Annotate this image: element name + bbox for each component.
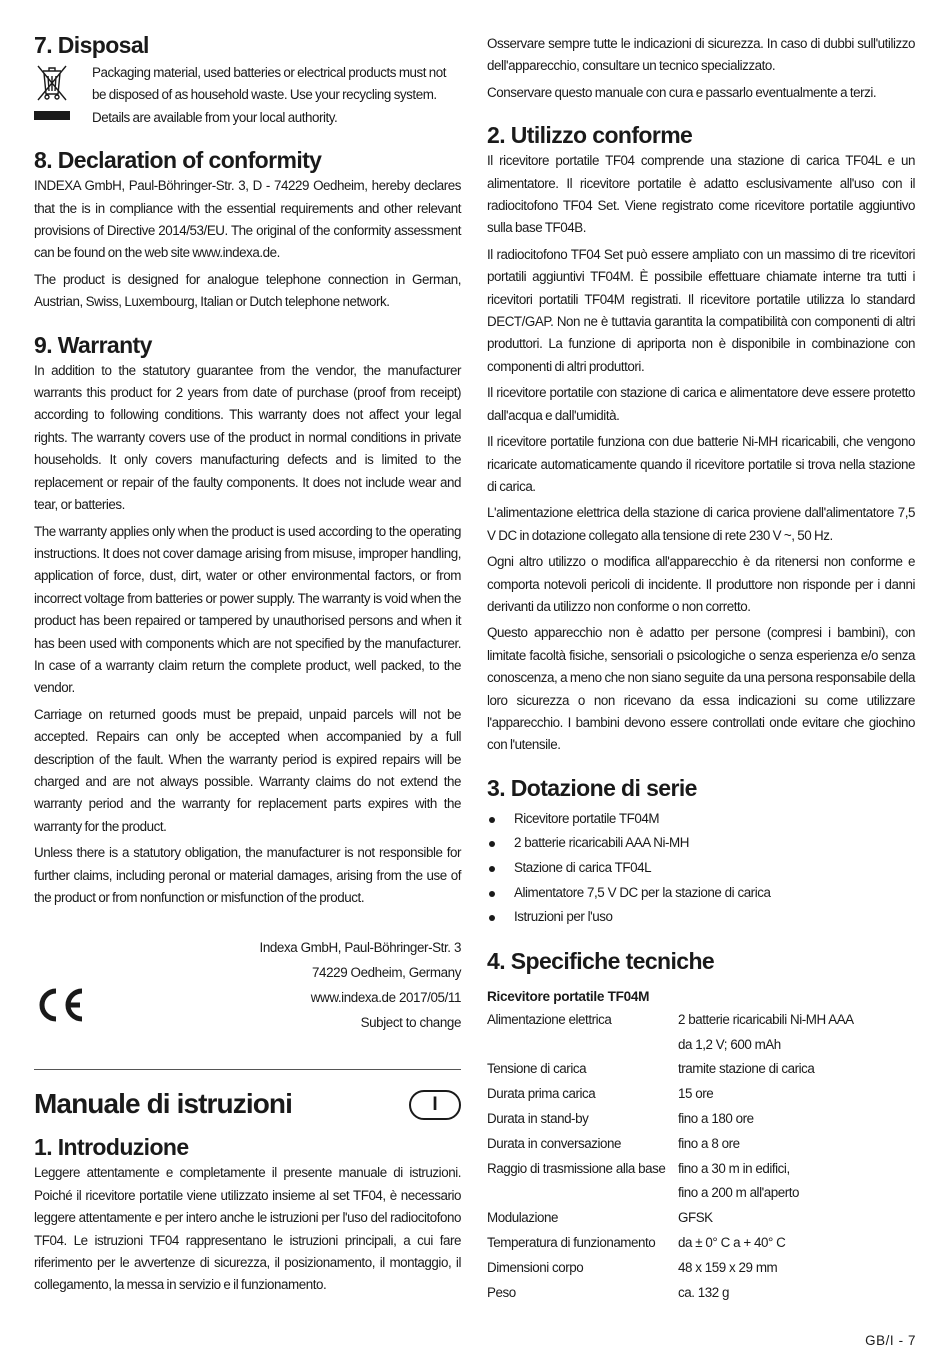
- manufacturer-address-block: [34, 935, 461, 1043]
- spec-row: [487, 1181, 915, 1206]
- warranty-paragraph: Carriage on returned goods must be prepaid, unpaid parcels will not be accepted. Repairs can only be accepted when accompanied by a full description of the fault. When the warranty period is expired repairs will be charged and are not always possible. Warranty claims do not extend the warranty period and the warranty for replacement parts expires with the warranty for the product.: [34, 706, 461, 834]
- spec-value: ca. 132 g: [678, 1284, 730, 1300]
- list-item: Alimentatore 7,5 V DC per la stazione di carica: [487, 881, 915, 906]
- spec-key: Tensione di carica: [487, 1061, 587, 1077]
- spec-key: Alimentazione elettrica: [487, 1011, 612, 1027]
- ce-mark-icon: [34, 987, 86, 1023]
- spec-key: Peso: [487, 1284, 516, 1300]
- spec-row: [487, 1107, 915, 1132]
- supply-list: [487, 807, 915, 930]
- use-paragraph: L'alimentazione elettrica della stazione di carica proviene dall'alimentatore 7,5 V DC in dotazione collegato alla tensione di rete 230 V ~, 50 Hz.: [487, 505, 915, 543]
- spec-row: [487, 1206, 915, 1231]
- spec-key: Dimensioni corpo: [487, 1259, 584, 1275]
- specs-subtitle: Ricevitore portatile TF04M: [487, 988, 650, 1004]
- bin-underline-bar: [34, 111, 70, 120]
- use-paragraph: Il radiocitofono TF04 Set può essere ampliato con un massimo di tre ricevitori portatili aggiuntivi TF04M. È possibile effettuare chiamate interne tra tutti i ricevitori portatili TF04M registrati. Il ricevitore portatile utilizza lo standard DECT/GAP. Non ne è tuttavia garantita la compatibilità con componenti di altri produttori. La funzione di apriporta non è disponibile in combinazione con componenti di altri produttori.: [487, 246, 915, 374]
- crossed-out-wheelie-bin-icon: [34, 62, 70, 120]
- supply-heading: 3. Dotazione di serie: [487, 774, 697, 801]
- list-item: 2 batterie ricaricabili AAA Ni-MH: [487, 831, 915, 856]
- ce-mark: [34, 987, 86, 1028]
- spec-value: fino a 180 ore: [678, 1110, 754, 1126]
- spec-value: 48 x 159 x 29 mm: [678, 1259, 778, 1275]
- disposal-block: [34, 62, 461, 129]
- spec-value: fino a 200 m all'aperto: [678, 1185, 799, 1201]
- spec-row: [487, 1008, 915, 1033]
- use-paragraph: Il ricevitore portatile con stazione di carica e alimentatore deve essere protetto dall'acqua e dall'umidità.: [487, 385, 915, 423]
- warranty-paragraph: In addition to the statutory guarantee from the vendor, the manufacturer warrants this product for 2 years from date of purchase (proof from receipt) according to following conditions. This warranty does not affect your legal rights. The warranty covers use of the product in normal conditions in private households. It only covers manufacturing defects and is limited to the replacement or repair of the faulty components. It does not include wear and tear, or batteries.: [34, 362, 461, 513]
- specs-table: [487, 1008, 915, 1306]
- warranty-paragraph: The warranty applies only when the product is used according to the operating instructions. It does not cover damage arising from misuse, improper handling, application of force, dust, dirt, water or other environmental factors, or from incorrect voltage from batteries or power supply. The warranty is void when the product has been repaired or tampered by unauthorised persons and when it has been used with components which are not specified by the manufacturer. In case of a warranty claim return the complete product, well packed, to the vendor.: [34, 523, 461, 696]
- spec-value: 2 batterie ricaricabili Ni-MH AAA: [678, 1011, 854, 1027]
- conformity-heading: 8. Declaration of conformity: [34, 147, 322, 174]
- right-column: [487, 33, 915, 1305]
- intro-continued-paragraph: Osservare sempre tutte le indicazioni di sicurezza. In caso di dubbi sull'utilizzo dell'apparecchio, consultare un tecnico specializzato.: [487, 36, 915, 74]
- section-divider: [34, 1069, 461, 1070]
- use-paragraph: Ogni altro utilizzo o modifica all'apparecchio è da ritenersi non conforme e comporta notevoli pericoli di incidente. Il produttore non risponde per i danni derivanti da utilizzo non conforme o non corretto.: [487, 554, 915, 614]
- spec-row: [487, 1157, 915, 1182]
- left-column: [34, 30, 461, 1301]
- address-line: Subject to change: [360, 1015, 461, 1031]
- address-line: www.indexa.de 2017/05/11: [310, 990, 461, 1006]
- address-line: Indexa GmbH, Paul-Böhringer-Str. 3: [259, 940, 461, 956]
- spec-row: [487, 1231, 915, 1256]
- intro-paragraph: Leggere attentamente e completamente il presente manuale di istruzioni. Poiché il ricevitore portatile viene utilizzato insieme al set TF04, è necessario leggere attentamente e per intero anche le istruzioni per l'uso del radiocitofono TF04. Le istruzioni TF04 rappresentano le istruzioni principali, a cui fare riferimento per le avvertenze di sicurezza, il posizionamento, il montaggio, il collegamento, la messa in servizio e il funzionamento.: [34, 1165, 461, 1293]
- spec-value: GFSK: [678, 1210, 713, 1226]
- spec-value: fino a 8 ore: [678, 1135, 740, 1151]
- spec-key: [487, 1033, 678, 1058]
- spec-value: da 1,2 V; 600 mAh: [678, 1036, 781, 1052]
- disposal-text: Packaging material, used batteries or electrical products must not be disposed of as household waste. Use your recycling system. Details are available from your local authority.: [92, 65, 447, 125]
- spec-row: [487, 1132, 915, 1157]
- list-item: Stazione di carica TF04L: [487, 856, 915, 881]
- spec-key: Raggio di trasmissione alla base: [487, 1160, 666, 1176]
- spec-row: [487, 1057, 915, 1082]
- use-paragraph: Questo apparecchio non è adatto per persone (compresi i bambini), con limitate facoltà fisiche, sensoriali o psicologiche o senza esperienza e/o senza conoscenza, a meno che non siano seguite da una persona responsabile della loro sicurezza o non ricevano da essa indicazioni su come utilizzare l'apparecchio. I bambini devono essere controllati onde evitare che giochino con l'utensile.: [487, 625, 915, 753]
- manual-header: [34, 1084, 461, 1128]
- spec-key: Durata in stand-by: [487, 1110, 589, 1126]
- spec-value: fino a 30 m in edifici,: [678, 1160, 790, 1176]
- use-paragraph: Il ricevitore portatile funziona con due batterie Ni-MH ricaricabili, che vengono ricaricate automaticamente quando il ricevitore portatile si trova nella stazione di carica.: [487, 434, 915, 494]
- use-heading: 2. Utilizzo conforme: [487, 122, 693, 149]
- spec-value: da ± 0° C a + 40° C: [678, 1234, 786, 1250]
- spec-key: Temperatura di funzionamento: [487, 1234, 656, 1250]
- spec-key: Durata prima carica: [487, 1086, 596, 1102]
- spec-row: [487, 1281, 915, 1306]
- list-item: Istruzioni per l'uso: [487, 905, 915, 930]
- address-lines: [260, 935, 462, 1035]
- page-number: GB/I - 7: [865, 1333, 916, 1348]
- warranty-paragraph: Unless there is a statutory obligation, the manufacturer is not responsible for further claims, including peronal or material damages, arising from the use of the product or from nonfunction or misfunction of the product.: [34, 845, 461, 905]
- spec-value: tramite stazione di carica: [678, 1061, 815, 1077]
- spec-row: [487, 1082, 915, 1107]
- specs-heading: 4. Specifiche tecniche: [487, 947, 715, 974]
- manual-title: Manuale di istruzioni: [34, 1088, 293, 1120]
- disposal-heading: 7. Disposal: [34, 32, 149, 58]
- intro-heading: 1. Introduzione: [34, 1134, 189, 1161]
- intro-continued-paragraph: Conservare questo manuale con cura e passarlo eventualmente a terzi.: [487, 84, 877, 100]
- spec-key: Modulazione: [487, 1210, 558, 1226]
- warranty-heading: 9. Warranty: [34, 331, 152, 358]
- spec-key: Durata in conversazione: [487, 1135, 622, 1151]
- spec-value: 15 ore: [678, 1086, 714, 1102]
- language-badge: I: [409, 1090, 461, 1120]
- spec-row: [487, 1033, 915, 1058]
- spec-key: [487, 1181, 678, 1206]
- list-item: Ricevitore portatile TF04M: [487, 807, 915, 832]
- use-paragraph: Il ricevitore portatile TF04 comprende una stazione di carica TF04L e un alimentatore. Il ricevitore portatile è adatto esclusivamente all'uso con il radiocitofono TF04 Set. Viene registrato come ricevitore portatile aggiuntivo sulla base TF04B.: [487, 153, 915, 236]
- conformity-paragraph: INDEXA GmbH, Paul-Böhringer-Str. 3, D - 74229 Oedheim, hereby declares that the is in compliance with the essential requirements and other relevant provisions of Directive 2014/53/EU. The original of the conformity assessment can be found on the web site www.indexa.de.: [34, 178, 461, 261]
- spec-row: [487, 1256, 915, 1281]
- conformity-paragraph: The product is designed for analogue telephone connection in German, Austrian, Swiss, Luxembourg, Italian or Dutch telephone network.: [34, 271, 461, 310]
- address-line: 74229 Oedheim, Germany: [312, 965, 461, 981]
